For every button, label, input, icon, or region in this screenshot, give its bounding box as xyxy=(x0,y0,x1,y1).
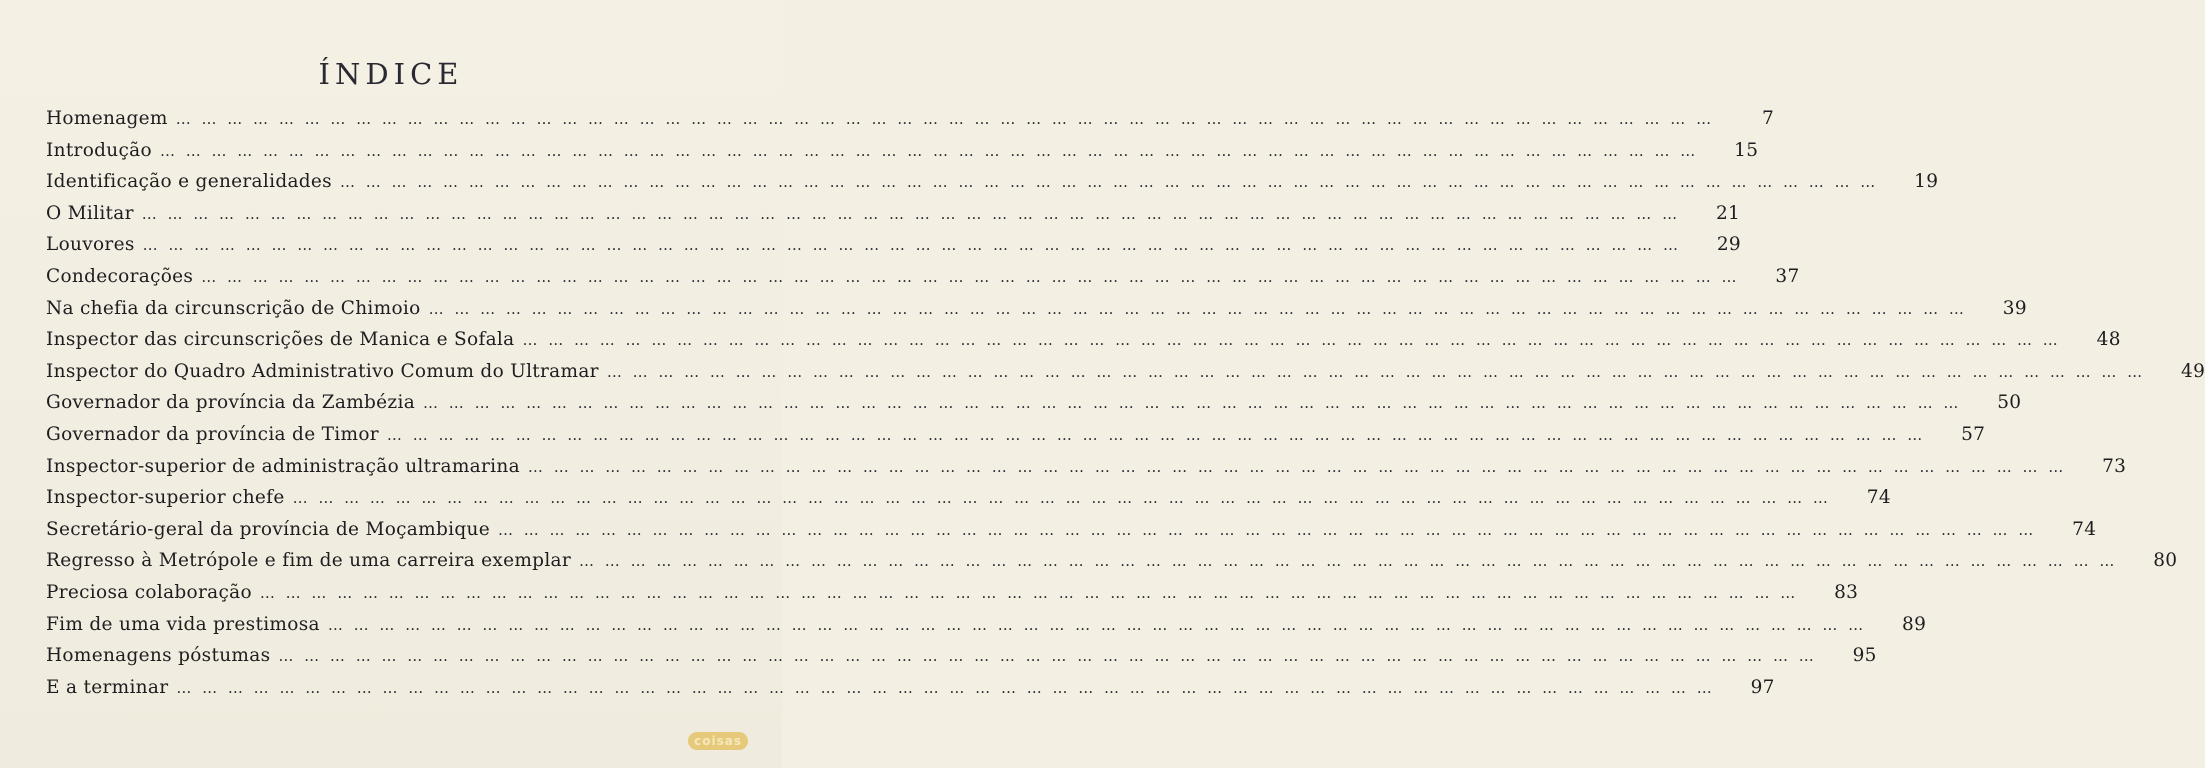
toc-entry xyxy=(46,645,1877,677)
page-title: ÍNDICE xyxy=(318,57,464,92)
dot-leader: … … … … … … … … … … … … … … … … … … … … … … … … … … … … … … … … … … … … … … … … … … … … … … … … … … … … … … … … … … … … xyxy=(423,394,1962,413)
toc-entry-title: Homenagem xyxy=(46,108,168,129)
toc-entry-title: Governador da província da Zambézia xyxy=(46,392,416,414)
toc-entry-title: Identificação e generalidades xyxy=(46,171,332,193)
toc-entry xyxy=(46,108,1775,140)
dot-leader: … … … … … … … … … … … … … … … … … … … … … … … … … … … … … … … … … … … … … … … … … … … … … … … … … … … … … … … … … … … … xyxy=(522,331,2061,350)
toc-entry xyxy=(46,487,1891,519)
toc-entry-page-number: 95 xyxy=(1852,645,1877,667)
dot-leader: … … … … … … … … … … … … … … … … … … … … … … … … … … … … … … … … … … … … … … … … … … … … … … … … … … … … … … … … … … … … xyxy=(176,678,1715,697)
dot-leader: … … … … … … … … … … … … … … … … … … … … … … … … … … … … … … … … … … … … … … … … … … … … … … … … … … … … … … … … … … … … xyxy=(428,299,1967,318)
dot-leader: … … … … … … … … … … … … … … … … … … … … … … … … … … … … … … … … … … … … … … … … … … … … … … … … … … … … … … … … … … … … xyxy=(159,141,1699,160)
toc-entry-title: Introdução xyxy=(46,139,152,161)
toc-entry-page-number: 15 xyxy=(1734,139,1759,161)
toc-entry-page-number: 50 xyxy=(1997,392,2022,414)
toc-entry xyxy=(46,581,1859,614)
dot-leader: … … … … … … … … … … … … … … … … … … … … … … … … … … … … … … … … … … … … … … … … … … … … … … … … … … … … … … … … … … … … xyxy=(386,425,1926,444)
toc-entry-page-number: 37 xyxy=(1775,265,1800,287)
toc-entry-page-number: 49 xyxy=(2181,360,2205,382)
toc-entry-page-number: 74 xyxy=(2072,518,2097,540)
toc-entry-title: Secretário-geral da província de Moçambique xyxy=(46,518,490,540)
toc-entry-page-number: 89 xyxy=(1902,613,1927,635)
toc-entry-page-number: 39 xyxy=(2002,297,2027,319)
toc-entry-page-number: 21 xyxy=(1715,202,1741,224)
toc-entry-title: Fim de uma vida prestimosa xyxy=(46,613,320,635)
watermark-logo: coisas xyxy=(688,732,748,750)
toc-entry-title: Na chefia da circunscrição de Chimoio xyxy=(46,297,421,319)
dot-leader: … … … … … … … … … … … … … … … … … … … … … … … … … … … … … … … … … … … … … … … … … … … … … … … … … … … … … … … … … … … … xyxy=(606,362,2146,381)
toc-entry-title: Governador da província de Timor xyxy=(46,423,379,445)
toc-entry-title: Inspector das circunscrições de Manica e Sofala xyxy=(46,329,515,351)
toc-entry-page-number: 74 xyxy=(1866,487,1891,509)
toc-entry-page-number: 97 xyxy=(1750,676,1775,698)
toc-entry-title: Condecorações xyxy=(46,265,194,287)
toc-entry-page-number: 83 xyxy=(1834,581,1859,603)
toc-entry xyxy=(46,139,1759,172)
toc-entry-page-number: 29 xyxy=(1716,234,1741,256)
toc-entry xyxy=(46,550,2178,582)
toc-entry-title: Inspector-superior de administração ultramarina xyxy=(46,455,520,477)
toc-entry-title: E a terminar xyxy=(46,676,169,698)
toc-entry xyxy=(46,265,1800,298)
toc-entry xyxy=(46,613,1927,646)
dot-leader: … … … … … … … … … … … … … … … … … … … … … … … … … … … … … … … … … … … … … … … … … … … … … … … … … … … … … … … … … … … … xyxy=(201,267,1740,286)
toc-entry-title: Homenagens póstumas xyxy=(46,645,271,667)
toc-entry-page-number: 73 xyxy=(2102,455,2127,477)
toc-entry xyxy=(46,329,2121,361)
toc-entry xyxy=(46,455,2127,488)
toc-entry-page-number: 80 xyxy=(2153,550,2178,572)
dot-leader: … … … … … … … … … … … … … … … … … … … … … … … … … … … … … … … … … … … … … … … … … … … … … … … … … … … … … … … … … … … … xyxy=(278,647,1817,666)
dot-leader: … … … … … … … … … … … … … … … … … … … … … … … … … … … … … … … … … … … … … … … … … … … … … … … … … … … … … … … … … … … … xyxy=(579,552,2118,571)
toc-entry xyxy=(46,171,1939,203)
toc-entry-page-number: 7 xyxy=(1762,108,1775,129)
toc-entry-title: O Militar xyxy=(46,202,134,224)
toc-entry-title: Inspector do Quadro Administrativo Comum do Ultramar xyxy=(46,360,599,382)
toc-entry xyxy=(46,676,1775,709)
dot-leader: … … … … … … … … … … … … … … … … … … … … … … … … … … … … … … … … … … … … … … … … … … … … … … … … … … … … … … … … … … … … xyxy=(327,615,1867,634)
toc-entry xyxy=(46,234,1741,266)
dot-leader: … … … … … … … … … … … … … … … … … … … … … … … … … … … … … … … … … … … … … … … … … … … … … … … … … … … … … … … … … … … … xyxy=(259,583,1799,602)
toc-entry-title: Louvores xyxy=(46,234,135,256)
dot-leader: … … … … … … … … … … … … … … … … … … … … … … … … … … … … … … … … … … … … … … … … … … … … … … … … … … … … … … … … … … … … xyxy=(292,489,1831,508)
toc-entry-page-number: 48 xyxy=(2096,329,2121,351)
dot-leader: … … … … … … … … … … … … … … … … … … … … … … … … … … … … … … … … … … … … … … … … … … … … … … … … … … … … … … … … … … … … xyxy=(339,173,1879,192)
dot-leader: … … … … … … … … … … … … … … … … … … … … … … … … … … … … … … … … … … … … … … … … … … … … … … … … … … … … … … … … … … … … xyxy=(141,204,1681,223)
toc-entry xyxy=(46,392,2022,424)
toc-entry xyxy=(46,518,2097,551)
toc-entry-title: Regresso à Metrópole e fim de uma carreira exemplar xyxy=(46,550,572,572)
toc-entry xyxy=(46,297,2027,330)
dot-leader: … … … … … … … … … … … … … … … … … … … … … … … … … … … … … … … … … … … … … … … … … … … … … … … … … … … … … … … … … … … … xyxy=(497,520,2037,539)
toc-entry-page-number: 57 xyxy=(1961,423,1986,445)
toc-entry-title: Preciosa colaboração xyxy=(46,581,252,603)
dot-leader: … … … … … … … … … … … … … … … … … … … … … … … … … … … … … … … … … … … … … … … … … … … … … … … … … … … … … … … … … … … … xyxy=(527,457,2067,476)
toc-entry-title: Inspector-superior chefe xyxy=(46,487,285,509)
dot-leader: … … … … … … … … … … … … … … … … … … … … … … … … … … … … … … … … … … … … … … … … … … … … … … … … … … … … … … … … … … … … xyxy=(142,236,1681,255)
table-of-contents xyxy=(46,108,2205,708)
toc-entry xyxy=(46,423,1986,456)
toc-entry-page-number: 19 xyxy=(1914,171,1939,193)
dot-leader: … … … … … … … … … … … … … … … … … … … … … … … … … … … … … … … … … … … … … … … … … … … … … … … … … … … … … … … … … … … … xyxy=(175,110,1715,128)
toc-entry xyxy=(46,202,1741,235)
toc-entry xyxy=(46,360,2205,393)
